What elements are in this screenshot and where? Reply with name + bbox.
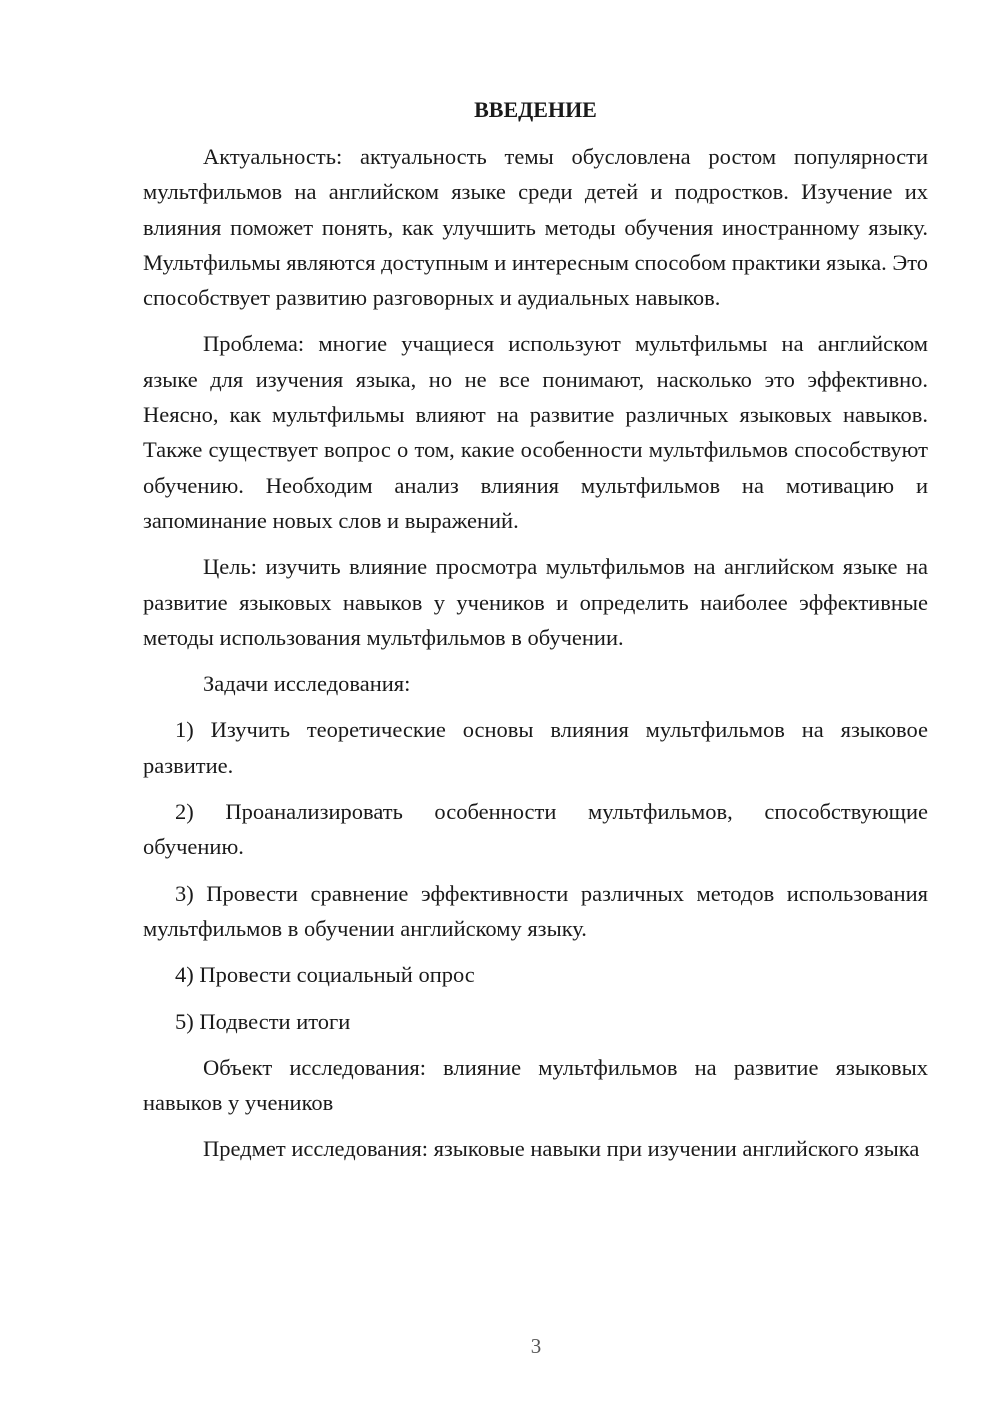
page-title: ВВЕДЕНИЕ [474,97,597,122]
page-content [143,92,928,1178]
page-number: 3 [530,1334,542,1358]
problem-paragraph: Проблема: многие учащиеся используют мультфильмы на английском языке для изучения языка, но не все понимают, насколько это эффективно. Неясно, как мультфильмы влияют на развитие различных языковых навыков. Также существует вопрос о том, какие особенности мультфильмов способствуют обучению. Необходим анализ влияния мультфильмов на мотивацию и запоминание новых слов и выражений. [143,331,928,533]
research-subject-paragraph: Предмет исследования: языковые навыки при изучении английского языка [203,1136,920,1162]
task-item: 4) Провести социальный опрос [175,962,475,988]
relevance-paragraph: Актуальность: актуальность темы обусловлена ростом популярности мультфильмов на английском языке среди детей и подростков. Изучение их влияния поможет понять, как улучшить методы обучения иностранному языку. Мультфильмы являются доступным и интересным способом практики языка. Это способствует развитию разговорных и аудиальных навыков. [143,144,928,311]
goal-paragraph: Цель: изучить влияние просмотра мультфильмов на английском языке на развитие языковых навыков у учеников и определить наиболее эффективные методы использования мультфильмов в обучении. [143,554,928,650]
task-item: 2) Проанализировать особенности мультфильмов, способствующие обучению. [143,799,928,860]
task-item: 5) Подвести итоги [175,1008,351,1034]
task-item: 3) Провести сравнение эффективности различных методов использования мультфильмов в обучении английскому языку. [143,880,928,941]
task-item: 1) Изучить теоретические основы влияния мультфильмов на языковое развитие. [143,717,928,778]
research-object-paragraph: Объект исследования: влияние мультфильмов на развитие языковых навыков у учеников [143,1054,928,1116]
tasks-heading: Задачи исследования: [203,671,411,697]
